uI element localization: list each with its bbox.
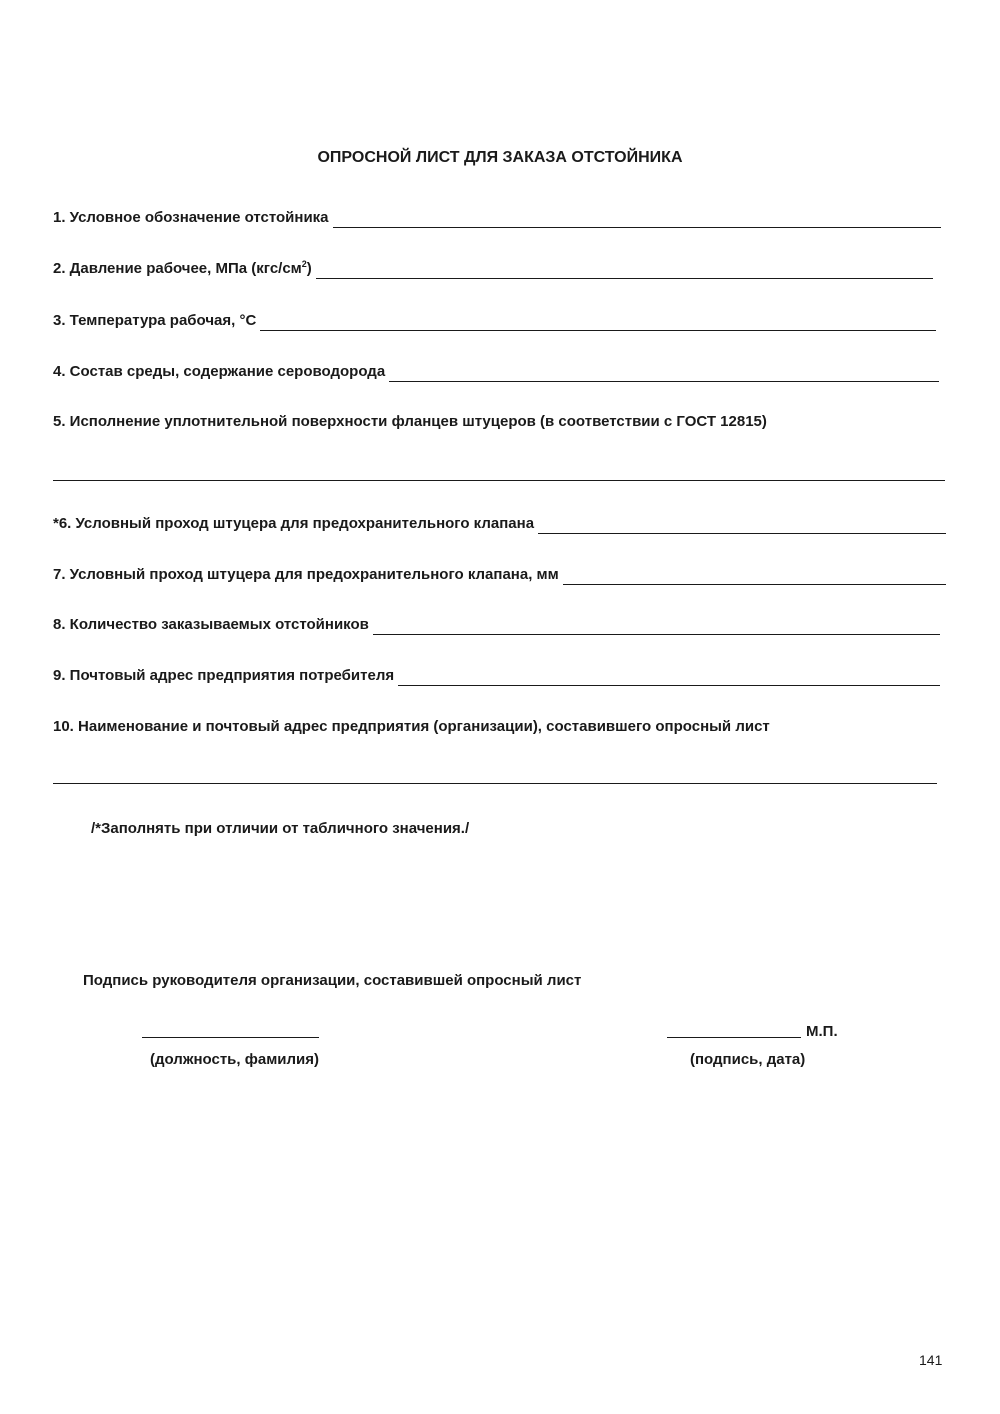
field-row-designation	[53, 208, 941, 228]
field-label-quantity: 8. Количество заказываемых отстойников	[53, 616, 369, 633]
field-label-medium: 4. Состав среды, содержание сероводорода	[53, 363, 386, 380]
field-row-medium	[53, 362, 939, 382]
field-label-organization: 10. Наименование и почтовый адрес предприятия (организации), составившего опросный лист	[53, 718, 770, 735]
field-label-designation: 1. Условное обозначение отстойника	[53, 209, 329, 226]
field-row-postal-address	[53, 666, 940, 686]
field-input-postal-address[interactable]	[398, 670, 940, 686]
field-input-quantity[interactable]	[373, 619, 940, 635]
footnote: /*Заполнять при отличии от табличного значения./	[91, 820, 470, 837]
form-title: ОПРОСНОЙ ЛИСТ ДЛЯ ЗАКАЗА ОТСТОЙНИКА	[317, 149, 683, 166]
field-label-pressure: 2. Давление рабочее, МПа $(кгс/см^2)$	[53, 259, 312, 277]
stamp-label: М.П.	[806, 1023, 838, 1040]
position-name-input[interactable]	[142, 1037, 319, 1038]
field-row-temperature	[53, 311, 936, 331]
field-label-flange-surface: 5. Исполнение уплотнительной поверхности фланцев штуцеров (в соответствии с ГОСТ 12815)	[53, 413, 767, 430]
position-name-caption: (должность, фамилия)	[150, 1051, 320, 1068]
field-input-medium[interactable]	[389, 366, 939, 382]
field-label-temperature: 3. Температура рабочая, °С	[53, 312, 257, 329]
field-label-postal-address: 9. Почтовый адрес предприятия потребителя	[53, 667, 395, 684]
field-input-temperature[interactable]	[260, 315, 936, 331]
signature-date-input[interactable]	[667, 1037, 801, 1038]
field-input-valve-nozzle-mm[interactable]	[563, 569, 946, 585]
field-label-valve-nozzle-mm: 7. Условный проход штуцера для предохранительного клапана, мм	[53, 566, 559, 583]
field-row-quantity	[53, 615, 940, 635]
superscript-two: 2	[301, 259, 307, 269]
field-row-valve-nozzle-mm	[53, 565, 946, 585]
field-label-valve-nozzle: *6. Условный проход штуцера для предохранительного клапана	[53, 515, 535, 532]
field-row-pressure	[53, 259, 933, 279]
page-number: 141	[919, 1352, 943, 1368]
field-row-valve-nozzle	[53, 514, 946, 534]
field-input-flange-surface[interactable]	[53, 480, 945, 481]
field-input-designation[interactable]	[333, 212, 941, 228]
field-input-valve-nozzle[interactable]	[538, 518, 946, 534]
signature-date-caption: (подпись, дата)	[690, 1051, 806, 1068]
field-input-organization[interactable]	[53, 783, 937, 784]
field-input-pressure[interactable]	[316, 263, 933, 279]
signature-title: Подпись руководителя организации, составившей опросный лист	[83, 972, 582, 989]
